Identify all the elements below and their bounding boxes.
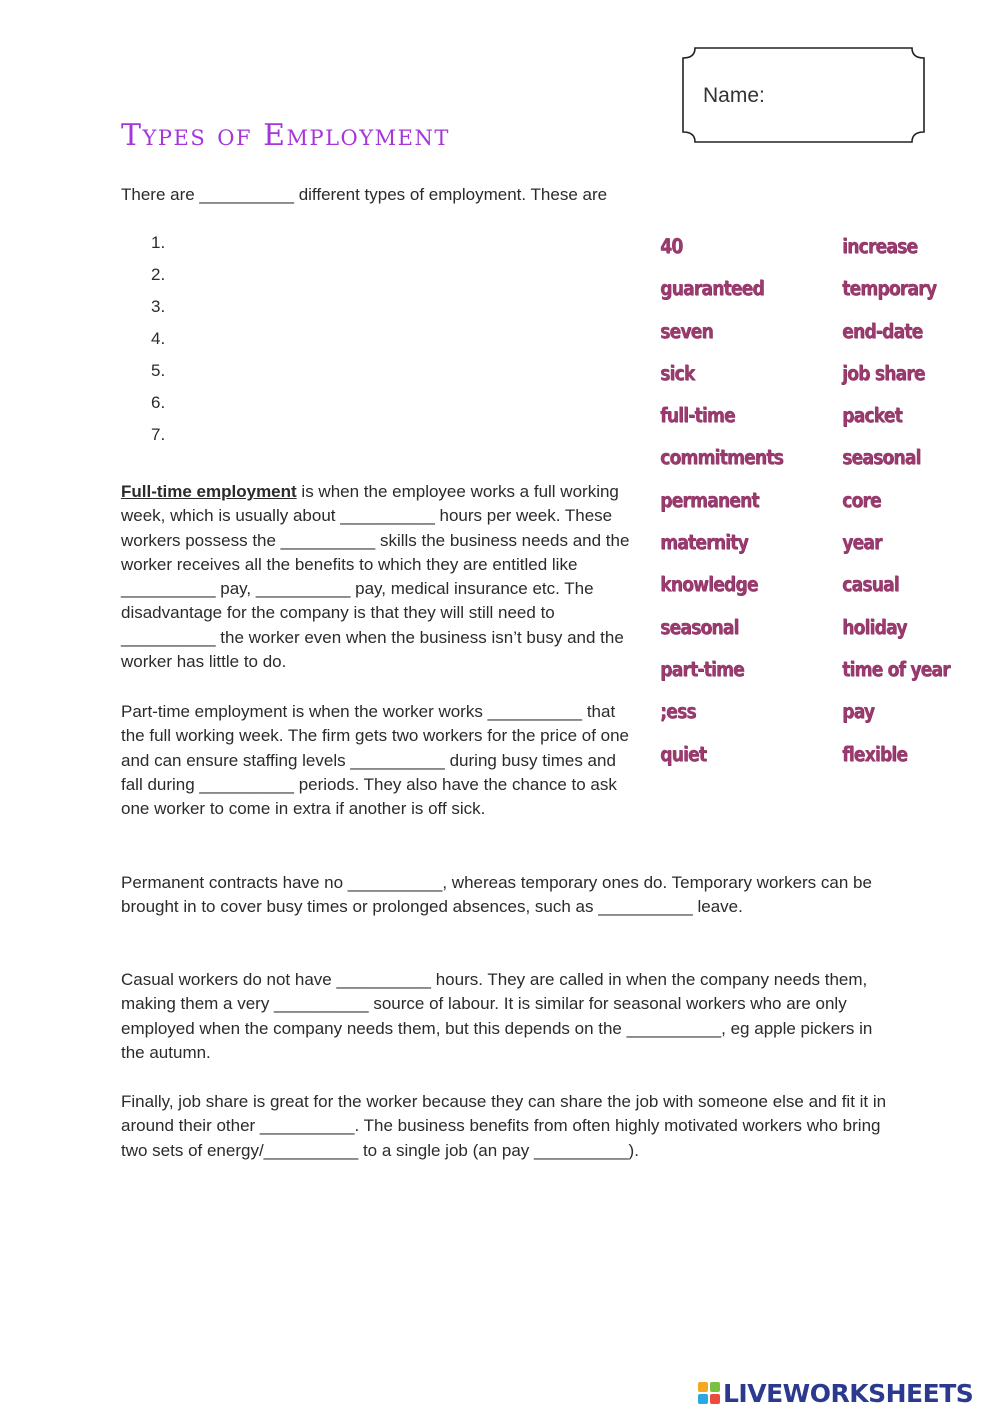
word-bank-item: full-time xyxy=(660,403,735,428)
list-item: 5. xyxy=(151,361,166,380)
part-time-paragraph: Part-time employment is when the worker works __________ that the full working week. The firm gets two workers for the price of one and can ensure staffing levels __________ during busy times and fall during __________ periods. They also have the chance to ask one worker to come in extra if another is off sick. xyxy=(121,702,630,819)
word-bank-item: permanent xyxy=(660,487,759,512)
list-item: 6. xyxy=(151,393,166,412)
word-bank-item: quiet xyxy=(660,741,707,766)
permanent-paragraph: Permanent contracts have no __________, whereas temporary ones do. Temporary workers can be brought in to cover busy times or prolonged absences, such as __________ leave. xyxy=(121,873,872,917)
word-bank-item: seven xyxy=(660,318,713,343)
word-bank-item: holiday xyxy=(842,614,907,639)
casual-paragraph: Casual workers do not have __________ hours. They are called in when the company needs them, making them a very __________ source of labour. It is similar for seasonal workers who are only employed when the company needs them, but this depends on the __________, eg apple pickers in the autumn. xyxy=(121,970,873,1062)
liveworksheets-logo[interactable] xyxy=(698,1377,973,1409)
word-bank-item: 40 xyxy=(660,234,683,258)
word-bank-item: job share xyxy=(842,360,925,385)
word-bank-item: guaranteed xyxy=(660,276,764,301)
word-bank-item: casual xyxy=(842,572,899,597)
word-bank-item: knowledge xyxy=(660,572,758,597)
word-bank-item: packet xyxy=(842,403,902,428)
word-bank-item: core xyxy=(842,487,881,512)
full-time-paragraph xyxy=(121,480,641,674)
logo-blocks-icon xyxy=(698,1382,720,1404)
word-bank xyxy=(660,234,980,784)
word-bank-item: year xyxy=(842,530,882,555)
list-item: 7. xyxy=(151,425,166,444)
numbered-list xyxy=(151,232,165,456)
intro-sentence: There are __________ different types of employment. These are xyxy=(121,185,608,204)
page-title: Types of Employment xyxy=(121,118,450,153)
list-item: 2. xyxy=(151,265,166,284)
full-time-term: Full-time employment xyxy=(121,482,297,501)
word-bank-item: seasonal xyxy=(660,614,739,639)
word-bank-item: sick xyxy=(660,360,695,385)
full-time-text: is when the employee works a full working week, which is usually about __________ hours per week. These workers possess the __________ skills the business needs and the worker receives all the benefits to which they are entitled like __________ pay, __________ pay, medical insurance etc. The disadvantage for the company is that they will still need to __________ the worker even when the business isn’t busy and the worker has little to do. xyxy=(121,482,630,672)
word-bank-item: part-time xyxy=(660,656,744,681)
word-bank-item: commitments xyxy=(660,445,783,470)
list-item: 4. xyxy=(151,329,166,348)
name-box xyxy=(681,46,926,144)
list-item: 3. xyxy=(151,297,166,316)
word-bank-item: flexible xyxy=(842,741,908,766)
list-item: 1. xyxy=(151,233,166,252)
word-bank-item: seasonal xyxy=(842,445,921,470)
word-bank-item: temporary xyxy=(842,276,936,301)
word-bank-item: ;ess xyxy=(660,699,696,724)
word-bank-item: maternity xyxy=(660,530,748,555)
word-bank-item: pay xyxy=(842,699,875,724)
word-bank-item: end-date xyxy=(842,318,923,343)
word-bank-item: time of year xyxy=(842,656,950,681)
job-share-paragraph: Finally, job share is great for the worker because they can share the job with someone else and fit it in around their other __________. The business benefits from often highly motivated workers who bring two sets of energy/__________ to a single job (an pay __________). xyxy=(121,1092,887,1160)
logo-text: LIVEWORKSHEETS xyxy=(723,1378,974,1408)
word-bank-item: increase xyxy=(842,234,918,258)
name-label: Name: xyxy=(703,84,765,107)
